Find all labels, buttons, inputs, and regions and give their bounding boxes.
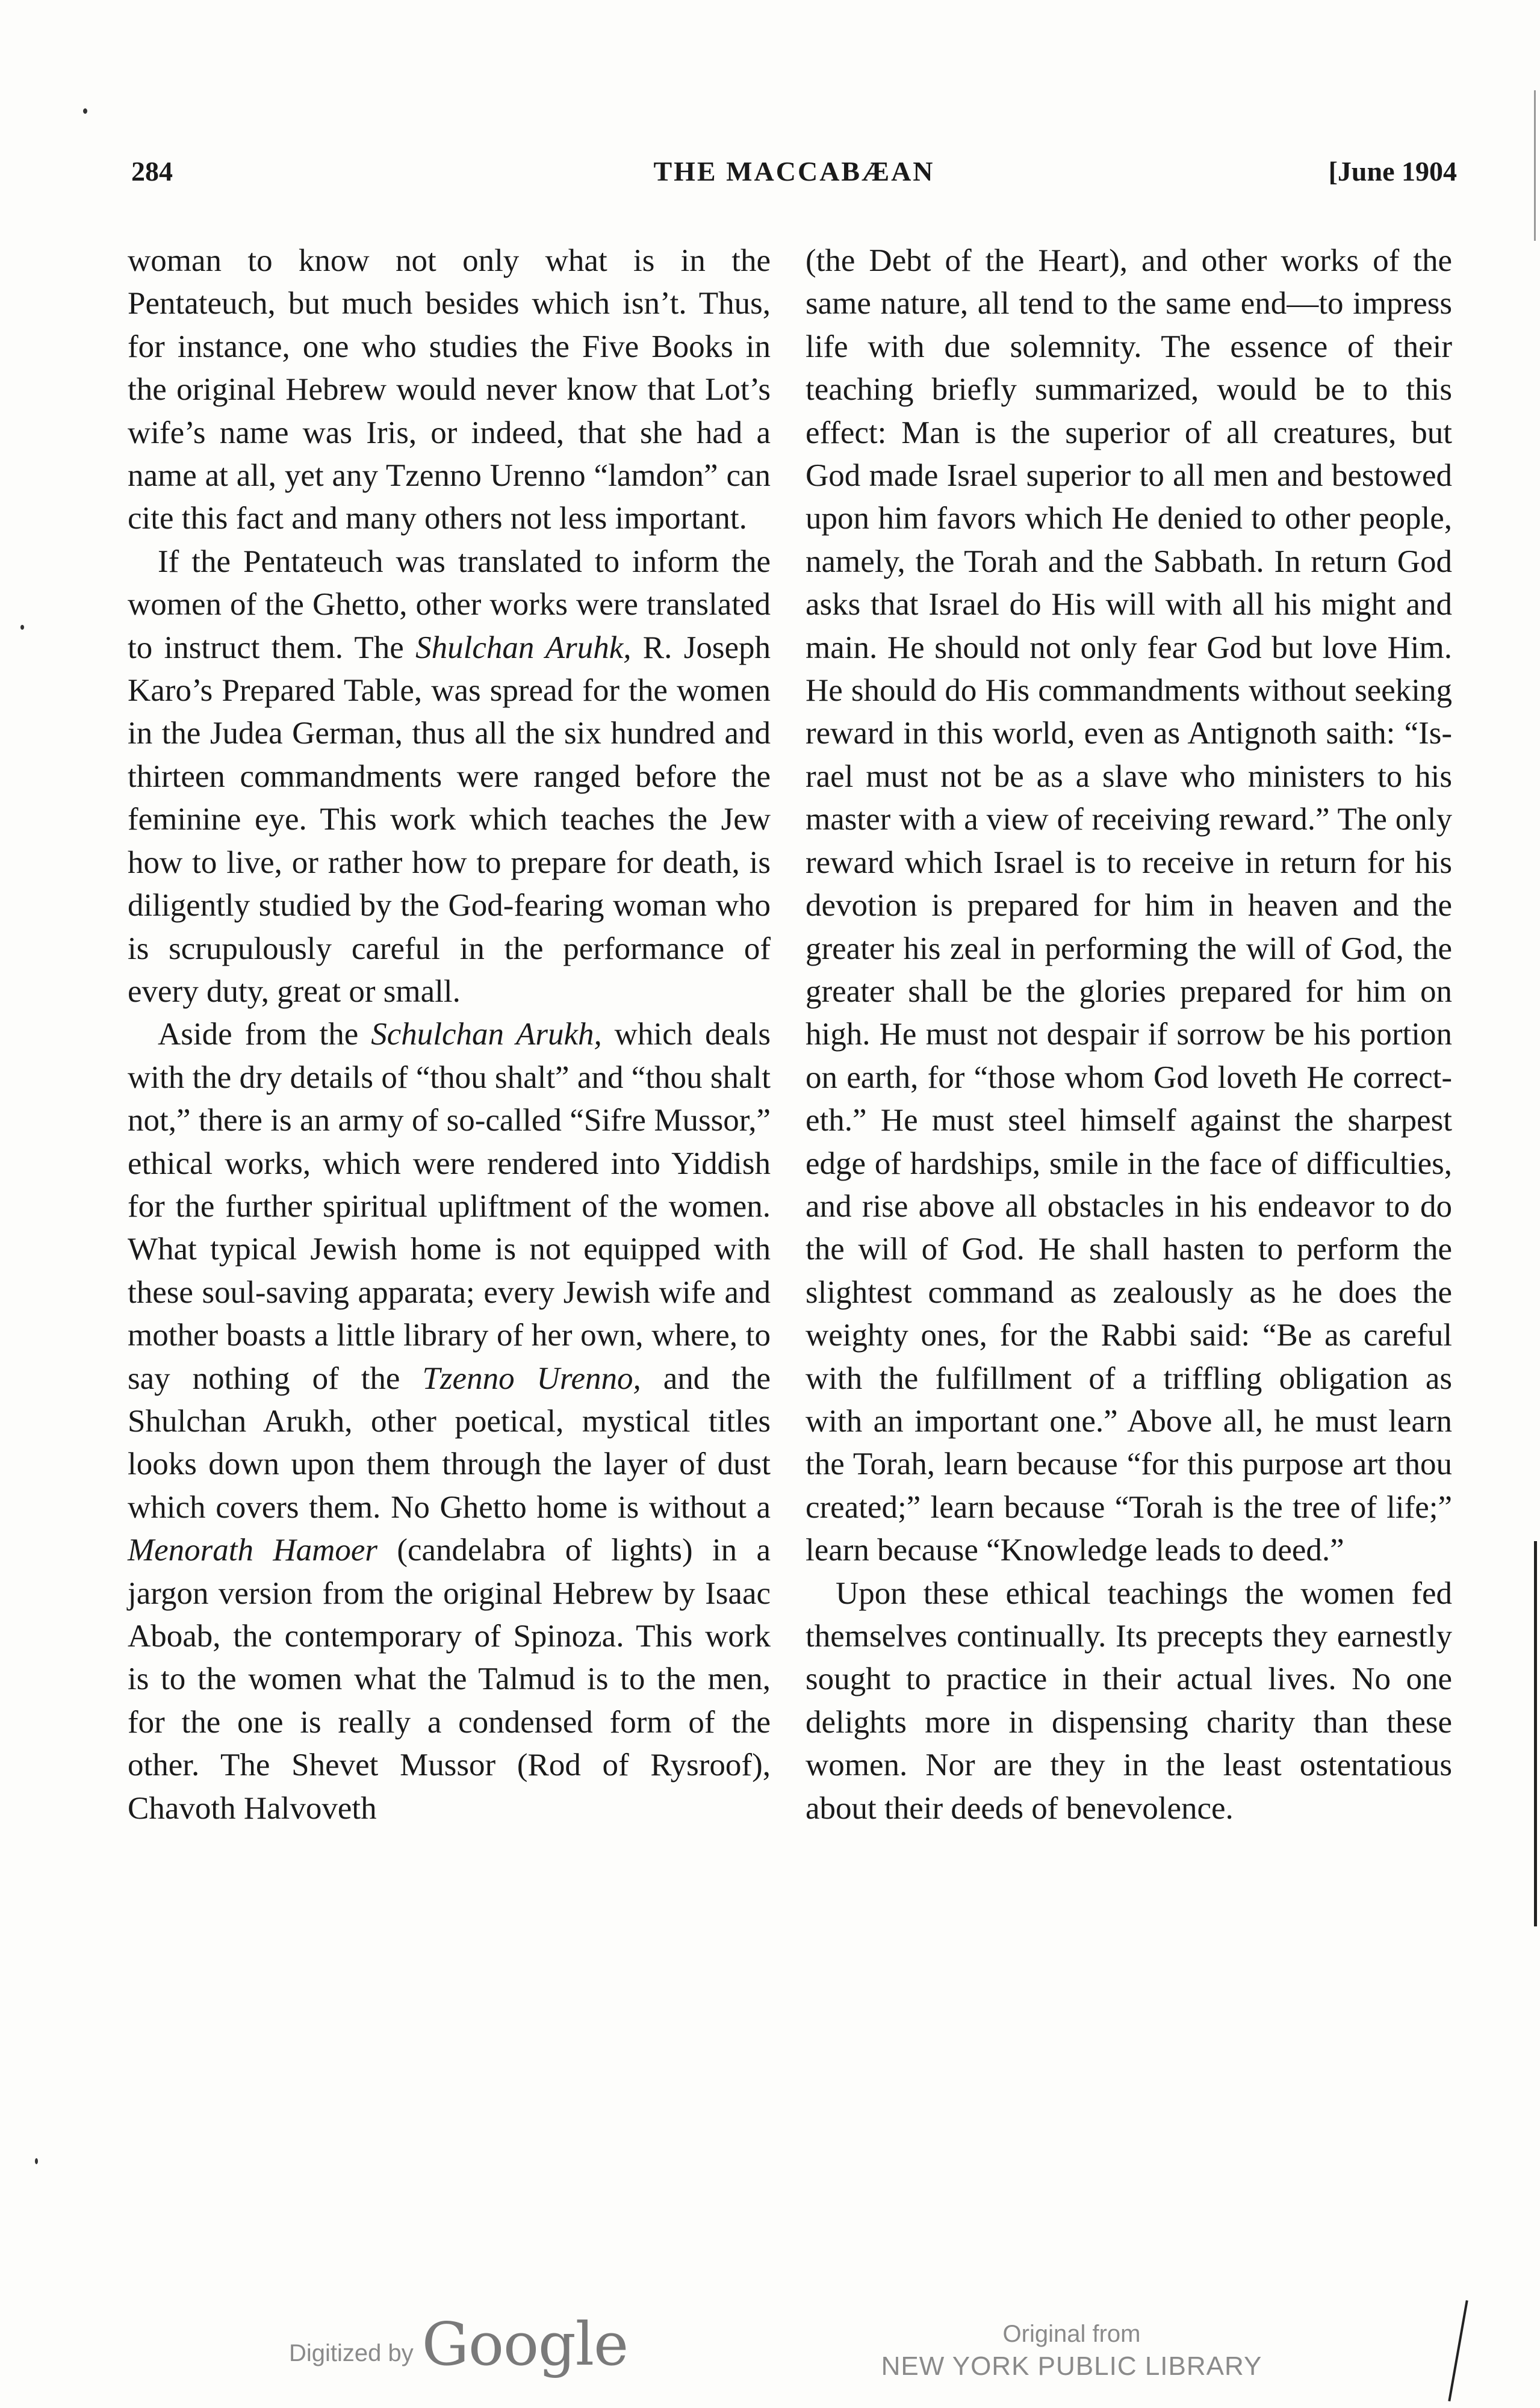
paragraph: woman to know not only what is in the Pentateuch, but much besides which isn’t. Thus, for instance, one who studies the Five Books in the original Hebrew would never know that Lot’s wife’s name was Iris, or indeed, that she had a name at all, yet any Tzenno Urenno “lamdon” can cite this fact and many others not less important.: [128, 243, 771, 536]
source-line-library: NEW YORK PUBLIC LIBRARY: [881, 2351, 1262, 2381]
paragraph: (the Debt of the Heart), and other works of the same nature, all tend to the same end—to impress life with due solemnity. The essence of their teaching briefly summarized, would be to this effect: Man is the superior of all creatures, but God made Israel superior to all men and bestowed upon him favors which He denied to other people, namely, the Torah and the Sabbath. In return God asks that Israel do His will with all his might and main. He should not only fear God but love Him. He should do His commandments without seeking reward in this world, even as Antignoth saith: “Israel must not be as a slave who ministers to his master with a view of receiving reward.” The only reward which Israel is to receive in return for his devotion is prepared for him in heaven and the greater his zeal in performing the will of God, the greater shall be the glories prepared for him on high. He must not despair if sorrow be his portion on earth, for “those whom God loveth He correcteth.” He must steel himself against the sharpest edge of hardships, smile in the face of difficulties, and rise above all obstacles in his endeavor to do the will of God. He shall hasten to perform the slightest command as zealously as he does the weighty ones, for the Rabbi said: “Be as careful with the fulfillment of a triffling obligation as with an important one.” Above all, he must learn the Torah, learn because “for this purpose art thou created;” learn because “Torah is the tree of life;” learn because “Knowledge leads to deed.”: [806, 243, 1452, 1568]
source-attribution: [867, 2318, 1276, 2383]
italic-term: Shulchan Aruhk,: [415, 630, 632, 665]
digitized-label: Digitized by: [289, 2340, 414, 2366]
paragraph: Upon these ethical teachings the women fed themselves continually. Its precepts they earnestly sought to practice in their actual lives. No one delights more in dispensing charity than these women. Nor are they in the least ostentatious about their deeds of benevolence.: [806, 1575, 1452, 1826]
paragraph: Aside from the Schulchan Arukh, which deals with the dry details of “thou shalt” and “thou shalt not,” there is an army of so-called “Sifre Mussor,” ethical works, which were rendered into Yiddish for the further spiritual upliftment of the women. What typical Jewish home is not equipped with these soul-saving apparata; every Jewish wife and mother boasts a little library of her own, where, to say nothing of the Tzenno Urenno, and the Shulchan Arukh, other poetical, mystical titles looks down upon them through the layer of dust which covers them. No Ghetto home is without a Menorath Hamoer (candelabra of lights) in a jargon version from the original Hebrew by Isaac Aboab, the contemporary of Spinoza. This work is to the women what the Talmud is to the men, for the one is really a condensed form of the other. The Shevet Mussor (Rod of Rysroof), Chavoth Halvoveth: [128, 1017, 771, 1826]
scan-speck: [35, 2158, 38, 2164]
italic-term: Schulchan Arukh,: [371, 1017, 602, 1052]
page-number: 284: [131, 156, 173, 187]
italic-term: Tzenno Urenno,: [422, 1361, 641, 1396]
scan-speck: [83, 108, 87, 114]
italic-term: Menorath Hamoer: [128, 1533, 378, 1568]
running-header: [131, 155, 1457, 197]
google-logo: Google: [421, 2310, 629, 2379]
left-text-column: [128, 240, 771, 1830]
scan-edge-mark: [1534, 90, 1536, 241]
source-line-original: Original from: [1002, 2321, 1141, 2347]
digitized-by-watermark: [289, 2310, 628, 2377]
scan-speck: [20, 625, 24, 630]
issue-date: [June 1904: [1328, 156, 1457, 187]
scan-edge-mark: [1534, 1541, 1537, 1926]
journal-title: THE MACCABÆAN: [653, 156, 935, 187]
scan-edge-mark: [1448, 2300, 1468, 2401]
right-text-column: [806, 240, 1452, 1830]
paragraph: If the Pentateuch was translated to inform the women of the Ghetto, other works were translated to instruct them. The Shulchan Aruhk, R. Joseph Karo’s Prepared Table, was spread for the women in the Judea German, thus all the six hundred and thirteen commandments were ranged before the feminine eye. This work which teaches the Jew how to live, or rather how to prepare for death, is diligently studied by the God-fearing woman who is scrupulously careful in the performance of every duty, great or small.: [128, 544, 771, 1009]
